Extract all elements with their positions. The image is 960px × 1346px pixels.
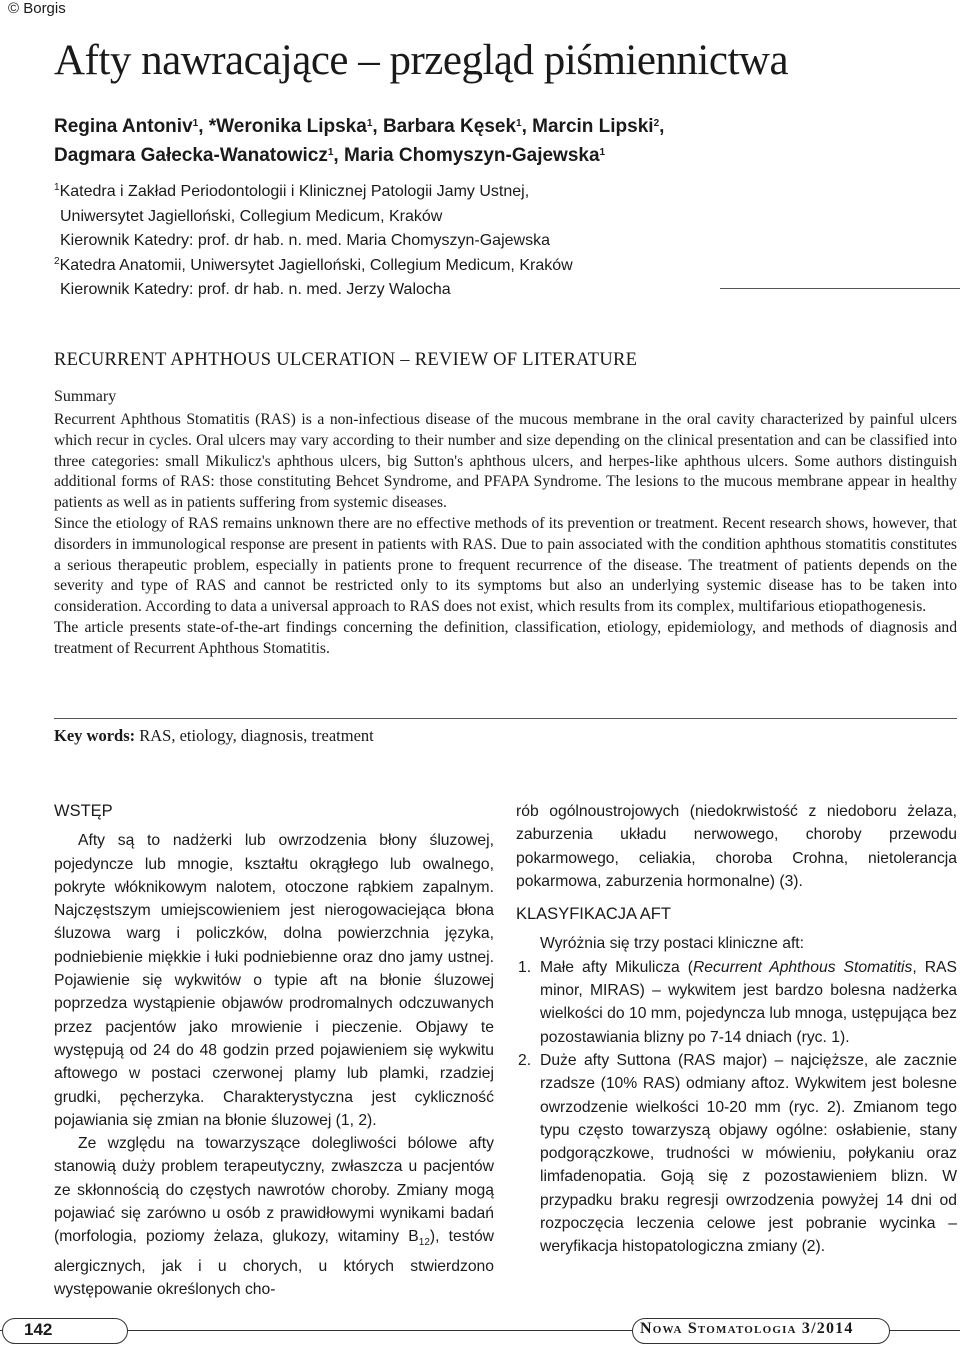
section-heading-classification: KLASYFIKACJA AFT xyxy=(516,905,671,924)
author-name: Regina Antoniv xyxy=(54,116,193,137)
summary-heading: Summary xyxy=(54,388,117,405)
affiliations xyxy=(54,180,744,303)
author-line-1: Regina Antoniv$^1$, *Weronika Lipska$^1$, Barbara Kęsek$^1$, Marcin Lipski$^2$, xyxy=(54,116,665,137)
body-paragraph: rób ogólnoustrojowych (niedokrwistość z niedoboru żelaza, zaburzenia układu nerwowego, choroby przewodu pokarmowego, celiakia, choroba Crohna, nietolerancja pokarmowa, zaburzenia hormonalne) (3). xyxy=(516,803,957,890)
page-number: 142 xyxy=(24,1320,53,1339)
affiliation-2-head: Kierownik Katedry: prof. dr hab. n. med. Jerzy Walocha xyxy=(60,281,451,298)
author-name: Dagmara Gałecka-Wanatowicz xyxy=(54,145,328,166)
summary-paragraph: Recurrent Aphthous Stomatitis (RAS) is a non-infectious disease of the mucous membrane in the oral cavity characterized by painful ulcers which recur in cycles. Oral ulcers may vary according to their number and size depending on the clinical presentation and can be classified into three categories: small Mikulicz's aphthous ulcers, big Sutton's aphthous ulcers, and herpes-like aphthous ulcers. Some authors distinguish additional forms of RAS: those constituting Behcet Syndrome, and PFAPA Syndrome. The lesions to the mucous membrane appear in healthy patients as well as in patients suffering from systemic diseases. xyxy=(54,411,957,512)
list-item: 2. Duże afty Suttona (RAS major) – najcięższe, ale zacznie rzadsze (10% RAS) odmiany aftoz. Wykwitem jest bolesne owrzodzenie wielkości 10-20 mm (ryc. 2). Zmianom tego typu często towarzyszą objawy ogólne: osłabienie, stany podgorączkowe, trudności w mówieniu, połykaniu oraz limfadenopatia. Goją się z pozostawieniem blizn. W przypadku braku regresji owrzodzenia powyżej 14 dni od rozpoczęcia leczenia celowe jest pobranie wycinka – weryfikacja histopatologiczna zmiany (2). xyxy=(516,1049,957,1259)
article-title: Afty nawracające – przegląd piśmiennictwa xyxy=(54,37,789,84)
list-number: 2. xyxy=(518,1051,532,1069)
author-affiliation-mark: 1 xyxy=(327,147,334,158)
author-line-2: Dagmara Gałecka-Wanatowicz$^1$, Maria Chomyszyn-Gajewska$^1$ xyxy=(54,145,606,166)
section-heading-intro: WSTĘP xyxy=(54,802,113,820)
author-affiliation-mark: 1 xyxy=(516,118,522,129)
list-item: 1. Małe afty Mikulicza (Recurrent Aphthous Stomatitis, RAS minor, MIRAS) – wykwitem jest bardzo bolesna nadżerka wielkości do 10 mm, pojedyncza lub mnoga, ustępująca bez pozostawiania blizny po 7-14 dniach (ryc. 1). xyxy=(516,956,957,1049)
affiliation-mark: 2 xyxy=(54,255,60,267)
divider-long xyxy=(54,718,957,719)
divider-short xyxy=(720,288,960,289)
body-paragraph: Ze względu na towarzyszące dolegliwości bólowe afty stanowią duży problem terapeutyczny, zwłaszcza u pacjentów ze skłonnością do częstych nawrotów choroby. Zmiany mogą pojawiać się zarówno u osób z prawidłowymi wynikami badań (morfologia, poziomy żelaza, glukozy, witaminy $B_{12}$), testów alergicznych, jak i u chorych, u których stwierdzono występowanie określonych cho- xyxy=(54,1135,495,1299)
summary-paragraph: Since the etiology of RAS remains unknown there are no effective methods of its prevention or treatment. Recent research shows, however, that disorders in immunological response are present in patients with RAS. Due to pain associated with the condition aphthous stomatitis constitutes a serious therapeutic problem, especially in patients prone to frequent recurrence of the disease. The treatment of patients depends on the severity and type of RAS and cannot be restricted only to its symptoms but also an underlying systemic disease has to be taken into consideration. According to data a universal approach to RAS does not exist, which results from its complex, multifarious etiopathogenesis. xyxy=(54,514,957,616)
journal-name: Nowa Stomatologia 3/2014 xyxy=(640,1320,854,1337)
author-name: *Weronika Lipska xyxy=(208,116,367,137)
keywords xyxy=(54,726,374,746)
body-paragraph: Afty są to nadżerki lub owrzodzenia błony śluzowej, pojedyncze lub mnogie, kształtu okrągłego lub owalnego, pokryte włóknikowym nalotem, otoczone rąbkiem zapalnym. Najczęstszym umiejscowieniem jest nierogowaciejąca błona śluzowa warg i policzków, dolna powierzchnia języka, podniebienie miękkie i łuki podniebienne oraz dno jamy ustnej. Pojawienie się wykwitów o typie aft na błonie śluzowej poprzedza wystąpienie objawów prodromalnych odczuwanych przez pacjentów jako mrowienie i pieczenie. Objawy te występują od 24 do 48 godzin przed pojawieniem się wykwitu aftowego w postaci czerwonej plamy lub plamki, rzadziej grudki, pęcherzyka. Charakterystyczna jest cykliczność pojawiania się zmian na błonie śluzowej (1, 2). xyxy=(54,832,494,1129)
author-affiliation-mark: 2 xyxy=(653,118,660,129)
author-name: Maria Chomyszyn-Gajewska xyxy=(343,145,600,166)
summary-paragraph: The article presents state-of-the-art findings concerning the definition, classification, etiology, epidemiology, and methods of diagnosis and treatment of Recurrent Aphthous Stomatitis. xyxy=(54,618,957,657)
author-affiliation-mark: 1 xyxy=(366,118,373,129)
english-title: RECURRENT APHTHOUS ULCERATION – REVIEW OF LITERATURE xyxy=(54,350,638,370)
affiliation-1-line-1: $^1$Katedra i Zakład Periodontologii i Klinicznej Patologii Jamy Ustnej, xyxy=(54,182,530,200)
author-affiliation-mark: 1 xyxy=(599,147,606,158)
body-paragraph: Wyróżnia się trzy postaci kliniczne aft: xyxy=(540,935,805,953)
affiliation-mark: 1 xyxy=(54,182,60,193)
body-column-left xyxy=(54,800,494,1301)
affiliation-1-head: Kierownik Katedry: prof. dr hab. n. med. Maria Chomyszyn-Gajewska xyxy=(60,232,550,249)
author-list xyxy=(54,112,934,170)
subscript: 12 xyxy=(418,1237,430,1249)
author-name: Barbara Kęsek xyxy=(382,116,517,137)
copyright-notice: © Borgis xyxy=(8,0,66,17)
body-column-right xyxy=(516,800,957,1259)
list-number: 1. xyxy=(518,958,532,976)
italic-term: Recurrent Aphthous Stomatitis xyxy=(692,958,913,976)
author-affiliation-mark: 1 xyxy=(192,118,199,129)
page-number-frame xyxy=(2,1318,128,1344)
classification-list xyxy=(516,956,957,1259)
summary-text xyxy=(54,410,957,660)
keywords-label: Key words: xyxy=(54,726,136,745)
affiliation-1-line-2: Uniwersytet Jagielloński, Collegium Medicum, Kraków xyxy=(60,207,443,225)
keywords-value: RAS, etiology, diagnosis, treatment xyxy=(139,726,374,745)
affiliation-2-line-1: $^2$Katedra Anatomii, Uniwersytet Jagielloński, Collegium Medicum, Kraków xyxy=(54,255,573,274)
author-name: Marcin Lipski xyxy=(532,116,654,137)
